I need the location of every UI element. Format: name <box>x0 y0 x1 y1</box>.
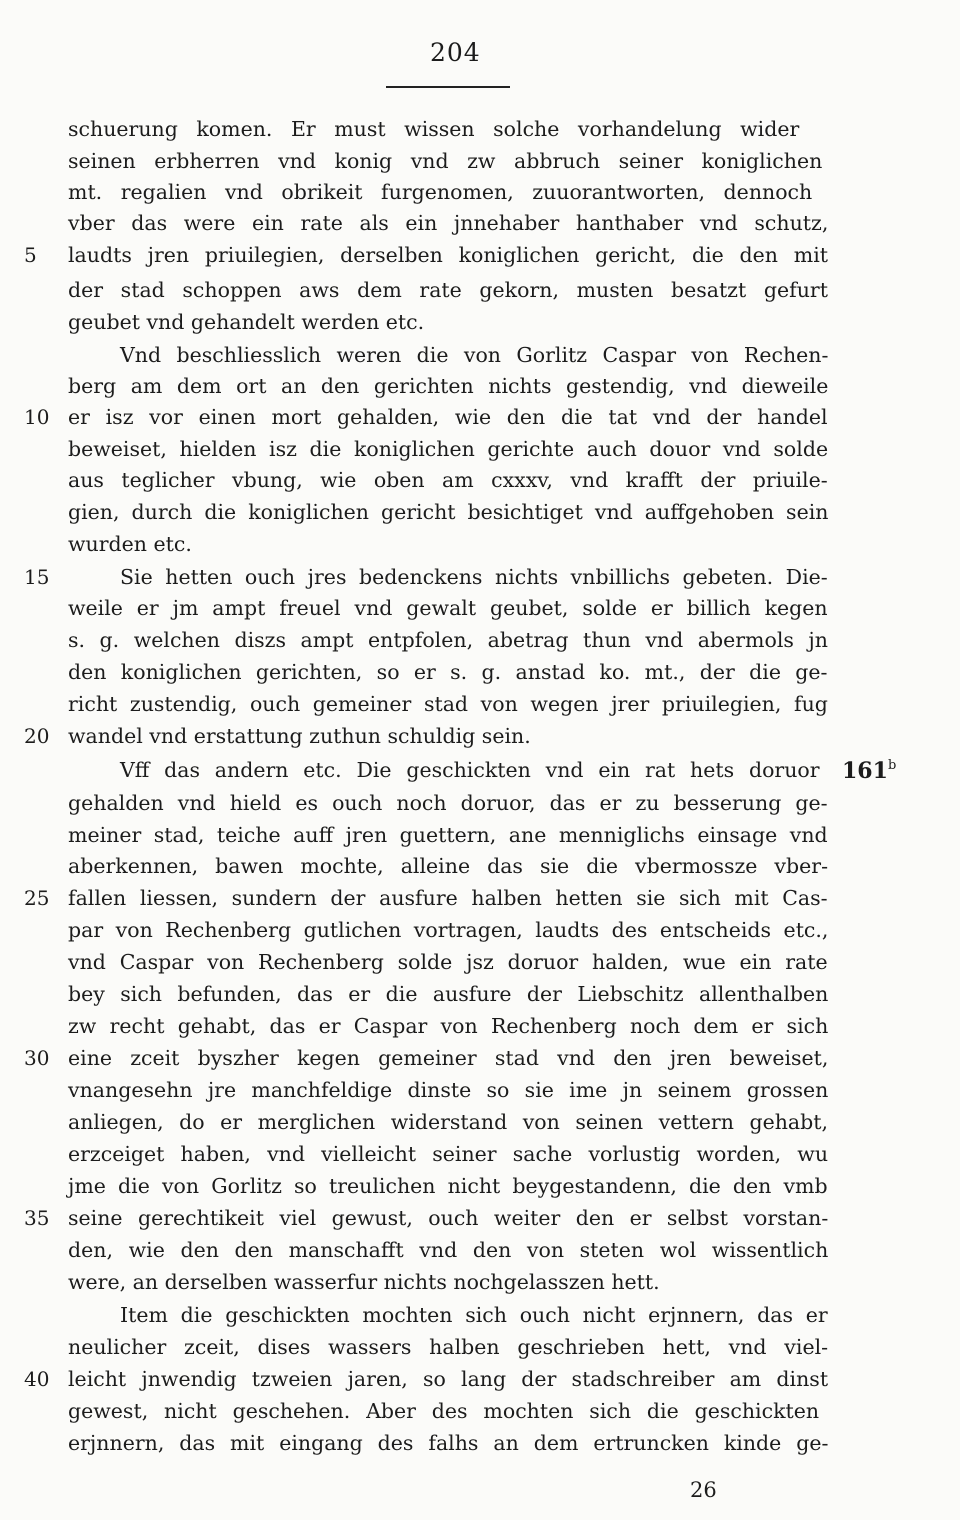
text-line: anliegen, do er merglichen widerstand von seinen vettern gehabt, <box>68 1110 829 1134</box>
text-line: leicht jnwendig tzweien jaren, so lang der stadschreiber am dinst <box>68 1367 829 1391</box>
text-line: Item die geschickten mochten sich ouch nicht erjnnern, das er <box>120 1303 828 1327</box>
text-line: wurden etc. <box>68 532 192 556</box>
text-line: schuerung komen. Er must wissen solche vorhandelung wider <box>68 117 800 141</box>
line-number: 15 <box>24 565 50 589</box>
line-number: 30 <box>24 1046 50 1070</box>
text-line: beweiset, hielden isz die koniglichen gerichte auch douor vnd solde <box>68 437 829 461</box>
text-line: Sie hetten ouch jres bedenckens nichts vnbillichs gebeten. Die- <box>120 565 828 589</box>
text-line: fallen liessen, sundern der ausfure halben hetten sie sich mit Cas- <box>68 886 828 910</box>
text-line: geubet vnd gehandelt werden etc. <box>68 310 425 334</box>
line-number: 10 <box>24 405 50 429</box>
text-line: berg am dem ort an den gerichten nichts gestendig, vnd dieweile <box>68 374 829 398</box>
text-line: er isz vor einen mort gehalden, wie den die tat vnd der handel <box>68 405 828 429</box>
margin-folio-ref: 161$^b$ <box>842 758 897 784</box>
text-line: aberkennen, bawen mochte, alleine das sie die vbermossze vber- <box>68 854 828 878</box>
text-line: were, an derselben wasserfur nichts nochgelasszen hett. <box>68 1270 660 1294</box>
text-line: der stad schoppen aws dem rate gekorn, musten besatzt gefurt <box>68 278 828 302</box>
text-line: vnangesehn jre manchfeldige dinste so sie ime jn seinem grossen <box>68 1078 829 1102</box>
page-number: 204 <box>430 38 481 67</box>
text-line: gien, durch die koniglichen gericht besichtiget vnd auffgehoben sein <box>68 500 829 524</box>
text-line: den koniglichen gerichten, so er s. g. anstad ko. mt., der die ge- <box>68 660 828 684</box>
text-line: richt zustendig, ouch gemeiner stad von wegen jrer priuilegien, fug <box>68 692 828 716</box>
text-line: gehalden vnd hield es ouch noch doruor, das er zu besserung ge- <box>68 791 828 815</box>
text-line: bey sich befunden, das er die ausfure der Liebschitz allenthalben <box>68 982 829 1006</box>
line-number: 5 <box>24 243 37 267</box>
text-line: meiner stad, teiche auff jren guettern, ane menniglichs einsage vnd <box>68 823 828 847</box>
line-number: 25 <box>24 886 50 910</box>
text-line: erjnnern, das mit eingang des falhs an dem ertruncken kinde ge- <box>68 1431 829 1455</box>
text-line: par von Rechenberg gutlichen vortragen, laudts des entscheids etc., <box>68 918 829 942</box>
text-line: Vnd beschliesslich weren die von Gorlitz Caspar von Rechen- <box>120 343 829 367</box>
text-line: wandel vnd erstattung zuthun schuldig sein. <box>68 724 531 748</box>
text-line: s. g. welchen diszs ampt entpfolen, abetrag thun vnd abermols jn <box>68 628 828 652</box>
text-line: gewest, nicht geschehen. Aber des mochten sich die geschickten <box>68 1399 820 1423</box>
text-line: aus teglicher vbung, wie oben am cxxxv, vnd krafft der priuile- <box>68 468 828 492</box>
text-line: vber das were ein rate als ein jnnehaber hanthaber vnd schutz, <box>68 211 829 235</box>
text-line: laudts jren priuilegien, derselben koniglichen gericht, die den mit <box>68 243 828 267</box>
text-line: Vff das andern etc. Die geschickten vnd ein rat hets doruor <box>120 758 820 782</box>
line-number: 35 <box>24 1206 50 1230</box>
text-line: neulicher zceit, dises wassers halben geschrieben hett, vnd viel- <box>68 1335 829 1359</box>
text-line: seine gerechtikeit viel gewust, ouch weiter den er selbst vorstan- <box>68 1206 829 1230</box>
text-line: seinen erbherren vnd konig vnd zw abbruch seiner koniglichen <box>68 149 823 173</box>
text-line: weile er jm ampt freuel vnd gewalt geubet, solde er billich kegen <box>68 596 828 620</box>
text-line: vnd Caspar von Rechenberg solde jsz doruor halden, wue ein rate <box>68 950 828 974</box>
text-line: den, wie den den manschafft vnd den von steten wol wissentlich <box>68 1238 829 1262</box>
text-line: mt. regalien vnd obrikeit furgenomen, zuuorantworten, dennoch <box>68 180 813 204</box>
header-rule <box>386 86 510 88</box>
line-number: 20 <box>24 724 50 748</box>
text-line: jme die von Gorlitz so treulichen nicht beygestandenn, die den vmb <box>68 1174 828 1198</box>
text-line: erzceiget haben, vnd vielleicht seiner sache vorlustig worden, wu <box>68 1142 829 1166</box>
text-line: zw recht gehabt, das er Caspar von Rechenberg noch dem er sich <box>68 1014 829 1038</box>
text-line: eine zceit byszher kegen gemeiner stad vnd den jren beweiset, <box>68 1046 829 1070</box>
signature-mark: 26 <box>690 1478 717 1502</box>
line-number: 40 <box>24 1367 50 1391</box>
